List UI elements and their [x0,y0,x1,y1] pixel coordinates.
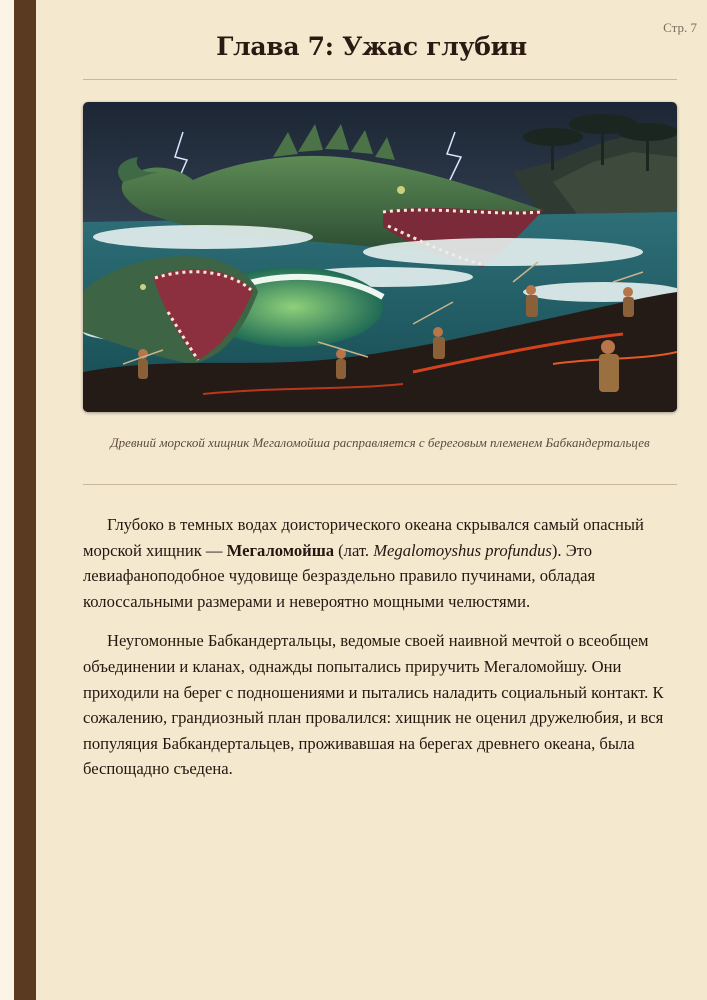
page-edge [0,0,14,1000]
caption-divider [83,484,677,485]
title-divider [83,79,677,80]
chapter-title: Глава 7: Ужас глубин [216,32,527,61]
book-spine [14,0,36,1000]
illustration-caption: Древний морской хищник Мегаломойша расправляется с береговым племенем Бабкандертальцев [110,435,650,450]
paragraph-story: Неугомонные Бабкандертальцы, ведомые своей наивной мечтой о всеобщем объединении и кланах, однажды попытались приручить Мегаломойшу. Они приходили на берег с подношениями и пытались наладить социальный контакт. К сожалению, грандиозный план провалился: хищник не оценил дружелюбия, и вся популяция Бабкандертальцев, проживавшая на берегах древнего океана, была беспощадно съедена. [83,631,664,779]
latin-name: Megalomoyshus profundus [373,540,552,560]
page-number: Стр. 7 [663,20,697,35]
chapter-body [83,512,679,796]
paragraph-intro [83,512,679,614]
creature-name: Мегаломойша [226,540,334,560]
chapter-illustration [83,102,677,412]
paragraph-intro-lead: Глубоко в темных водах доисторического океана скрывался самый опасный морской хищник — [83,515,644,560]
paragraph-intro-rest: ). Это левиафаноподобное чудовище безраздельно правило пучинами, обладая колоссальными размерами и невероятно мощными челюстями. [83,540,596,611]
illustration-artwork [83,102,677,412]
book-page [36,0,707,1000]
latin-prefix: (лат. [334,540,374,560]
